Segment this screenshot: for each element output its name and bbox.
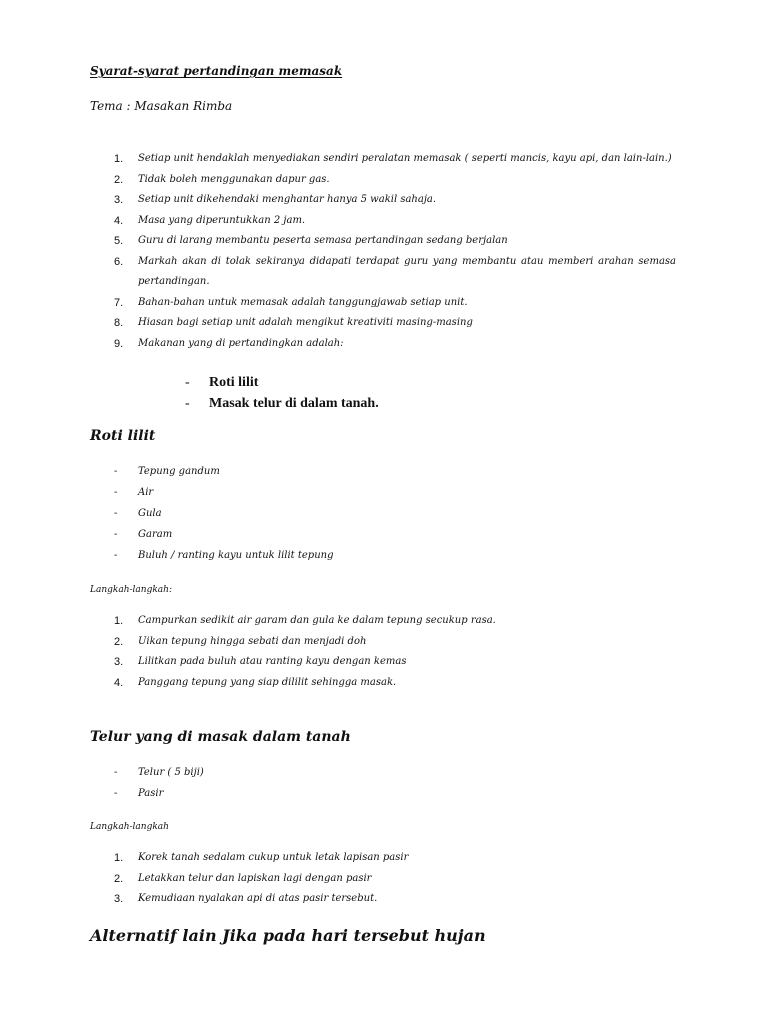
list-item: 4. Panggang tepung yang siap dililit sehingga masak. <box>114 676 397 689</box>
list-item: 3. Lilitkan pada buluh atau ranting kayu dengan kemas <box>114 656 407 668</box>
telur-steps-label: Langkah-langkah <box>90 822 169 832</box>
list-item: - Garam <box>114 529 173 540</box>
telur-heading: Telur yang di masak dalam tanah <box>90 729 351 745</box>
telur-ingredients-list <box>114 762 204 804</box>
telur-steps-list <box>114 848 676 910</box>
list-item: 3. Kemudiaan nyalakan api di atas pasir tersebut. <box>114 893 378 905</box>
dishes-list <box>185 372 379 414</box>
alternative-heading: Alternatif lain Jika pada hari tersebut hujan <box>90 926 486 945</box>
list-item: 5. Guru di larang membantu peserta semasa pertandingan sedang berjalan <box>114 235 508 247</box>
list-item: 9. Makanan yang di pertandingkan adalah: <box>114 337 344 350</box>
list-item: 1. Setiap unit hendaklah menyediakan sendiri peralatan memasak ( seperti mancis, kayu api, dan lain-lain.) <box>114 153 672 165</box>
list-item: - Buluh / ranting kayu untuk lilit tepung <box>114 550 334 561</box>
list-item: 4. Masa yang diperuntukkan 2 jam. <box>114 214 306 227</box>
doc-title: Syarat-syarat pertandingan memasak <box>90 64 343 78</box>
list-item: - Air <box>114 487 154 498</box>
roti-steps-list <box>114 611 676 693</box>
rules-list <box>114 149 676 354</box>
list-item: - Telur ( 5 biji) <box>114 767 204 778</box>
list-item: 2. Uikan tepung hingga sebati dan menjadi doh <box>114 635 367 648</box>
theme-line: Tema : Masakan Rimba <box>90 99 233 113</box>
list-item: 6. Markah akan di tolak sekiranya didapati terdapat guru yang membantu atau memberi arahan semasa pertandingan. <box>114 255 676 287</box>
list-item: 1. Korek tanah sedalam cukup untuk letak lapisan pasir <box>114 852 409 864</box>
list-item: 2. Letakkan telur dan lapiskan lagi dengan pasir <box>114 872 372 885</box>
roti-steps-label: Langkah-langkah: <box>90 585 173 595</box>
list-item: 1. Campurkan sedikit air garam dan gula ke dalam tepung secukup rasa. <box>114 615 496 627</box>
list-item: 2. Tidak boleh menggunakan dapur gas. <box>114 173 330 186</box>
list-item: - Masak telur di dalam tanah. <box>185 396 379 411</box>
list-item: - Pasir <box>114 788 164 799</box>
list-item: 8. Hiasan bagi setiap unit adalah mengikut kreativiti masing-masing <box>114 317 473 329</box>
list-item: - Tepung gandum <box>114 466 220 477</box>
list-item: - Gula <box>114 508 162 519</box>
list-item: - Roti lilit <box>185 375 259 390</box>
roti-heading: Roti lilit <box>90 428 156 444</box>
list-item: 3. Setiap unit dikehendaki menghantar hanya 5 wakil sahaja. <box>114 194 437 206</box>
roti-ingredients-list <box>114 461 334 566</box>
list-item: 7. Bahan-bahan untuk memasak adalah tanggungjawab setiap unit. <box>114 296 468 309</box>
